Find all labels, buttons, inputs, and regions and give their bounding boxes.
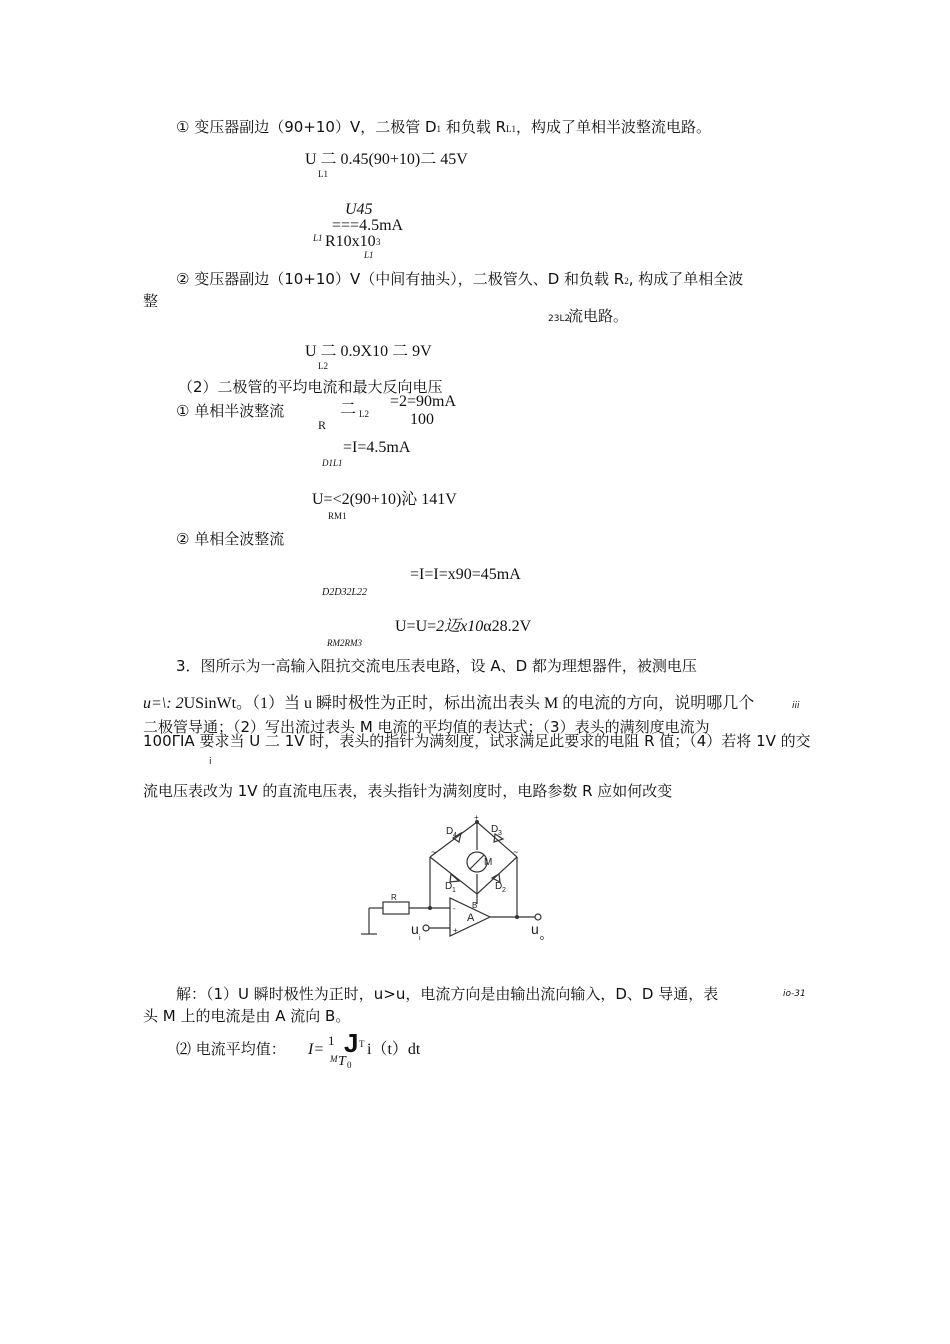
label-a: A	[467, 912, 475, 924]
text: u=\: 2	[143, 695, 184, 712]
equation-il1-rsub: L1	[364, 250, 374, 260]
heading-diode-current: （2）二极管的平均电流和最大反向电压	[178, 378, 443, 396]
subscript: 2	[624, 276, 629, 286]
subscript: 1	[436, 124, 442, 134]
label-uo-sub: o	[540, 935, 544, 942]
junction	[515, 915, 519, 919]
equation-il1-result: ===4.5mA	[332, 217, 404, 234]
equation-il2-den: 100	[410, 411, 434, 428]
solution-eq-frac-den: T	[338, 1054, 346, 1069]
text: , 构成了单相全波	[628, 270, 744, 288]
equation-ul1: U 二 0.45(90+10)二 45V	[305, 151, 468, 168]
label-d3: D	[491, 824, 499, 835]
text: α28.2V	[483, 618, 532, 635]
text: i（t）dt	[367, 1041, 421, 1058]
solution-line2: 头 M 上的电流是由 A 流向 B。	[143, 1007, 351, 1025]
text: 2迈	[436, 618, 461, 635]
label-tilde-left: ~	[431, 847, 437, 857]
label-d2-sub: 2	[502, 887, 506, 894]
equation-id1-sub: D1L1	[322, 458, 343, 468]
label-r: R	[391, 893, 397, 902]
equation-il1-num: U45	[345, 201, 373, 218]
label-d2: D	[495, 881, 503, 892]
problem-3-sub-iii: iii	[792, 701, 800, 711]
label-d1-sub: 1	[452, 887, 456, 894]
line-fullwave-label: ② 单相全波整流	[176, 530, 285, 548]
text: 和负载 R	[441, 118, 507, 136]
equation-id1: =I=4.5mA	[343, 439, 411, 456]
label-ui-sub: i	[419, 935, 421, 942]
text: USinWt。（1）当 u 瞬时极性为正时，标出流出表头 M 的电流的方向，说明哪几个	[183, 695, 755, 712]
problem-3-statement: 3．图所示为一高输入阻抗交流电压表电路，设 A、D 都为理想器件，被测电压	[176, 657, 697, 675]
equation-il2-eq: 二	[340, 401, 357, 418]
text: ，构成了单相半波整流电路。	[516, 118, 712, 136]
problem-3-line3: 二极管导通；（2）写出流过表头 M 电流的平均值的表达式；（3）表头的满刻度电流为	[143, 718, 710, 736]
solution-eq-integral: J	[344, 1028, 359, 1058]
line-fullwave-end: 流电路。	[568, 307, 629, 325]
equation-ul2-sub: L2	[318, 361, 328, 371]
problem-3-line5: 流电压表改为 1V 的直流电压表，表头指针为满刻度时，电路参数 R 应如何改变	[143, 782, 673, 800]
label-b: B	[472, 901, 478, 910]
label-d4-sub: 4	[453, 832, 457, 839]
equation-ul1-sub: L1	[318, 169, 328, 179]
line-fullwave-intro	[176, 270, 743, 288]
label-uo: u	[531, 921, 539, 937]
label-d1: D	[445, 881, 453, 892]
solution-sub-io31: io-31	[783, 989, 806, 999]
line-fullwave-cont: 整	[143, 292, 159, 310]
label-plus-input: +	[453, 926, 458, 935]
label-d3-sub: 3	[498, 830, 502, 837]
problem-3-sub-i: i	[209, 757, 212, 767]
label-m: M	[484, 857, 493, 868]
problem-3-line2	[143, 694, 754, 713]
equation-il2-sub: L2	[359, 409, 369, 419]
solution-eq-i: I=	[308, 1041, 325, 1058]
meter-needle	[470, 855, 484, 869]
equation-il2: =2=90mA	[390, 393, 457, 410]
line-halfwave-intro	[176, 118, 711, 136]
equation-urm1-sub: RM1	[328, 511, 347, 521]
input-terminal	[423, 925, 429, 931]
text: x10	[460, 618, 484, 635]
solution-eq-lower: 0	[347, 1060, 352, 1070]
text: ② 变压器副边（10+10）V（中间有抽头），二极管久、D 和负载 R	[176, 270, 625, 288]
solution-eq-upper: T	[359, 1039, 365, 1049]
output-terminal	[535, 914, 541, 920]
line-halfwave-label: ① 单相半波整流	[176, 402, 285, 420]
equation-urm2	[395, 617, 531, 636]
label-ui: u	[411, 921, 419, 937]
solution-eq-msub: M	[330, 1054, 338, 1064]
solution-line1: 解：（1）U 瞬时极性为正时，u>u，电流方向是由输出流向输入，D、D 导通，表	[176, 985, 719, 1003]
voltmeter-circuit-diagram	[355, 812, 555, 947]
solution-eq-integrand	[367, 1040, 420, 1059]
label-plus: +	[474, 813, 479, 822]
subscript-23l2: 23L2	[548, 314, 571, 324]
solution-eq-frac-num: 1	[328, 1033, 335, 1048]
equation-il1-exp: 3	[376, 237, 381, 247]
junction	[428, 906, 432, 910]
label-tilde-right: ~	[513, 847, 519, 857]
equation-id2-sub: D2D32L22	[322, 587, 368, 598]
resistor-r	[383, 902, 409, 914]
equation-il1-sub: L1	[313, 233, 323, 243]
equation-urm1: U=<2(90+10)沁 141V	[312, 491, 457, 508]
equation-urm2-sub: RM2RM3	[327, 638, 362, 648]
equation-il1-den: R10x10	[325, 233, 376, 250]
text: ① 变压器副边（90+10）V，二极管 D	[176, 118, 437, 136]
problem-3-line4: 100ΓIA 要求当 U 二 1V 时，表头的指针为满刻度，试求满足此要求的电阻 R 值；（4）若将 1V 的交	[143, 732, 811, 750]
label-d4: D	[446, 826, 454, 837]
subscript: L1	[506, 124, 517, 134]
solution-line3-label: ⑵ 电流平均值：	[176, 1040, 286, 1058]
equation-id2: =I=I=x90=45mA	[410, 566, 521, 583]
text: U=U=	[395, 618, 437, 635]
equation-il2-r: R	[318, 418, 327, 432]
bridge-wire	[430, 822, 477, 857]
equation-ul2: U 二 0.9X10 二 9V	[305, 343, 432, 360]
label-minus-input: -	[453, 904, 456, 913]
